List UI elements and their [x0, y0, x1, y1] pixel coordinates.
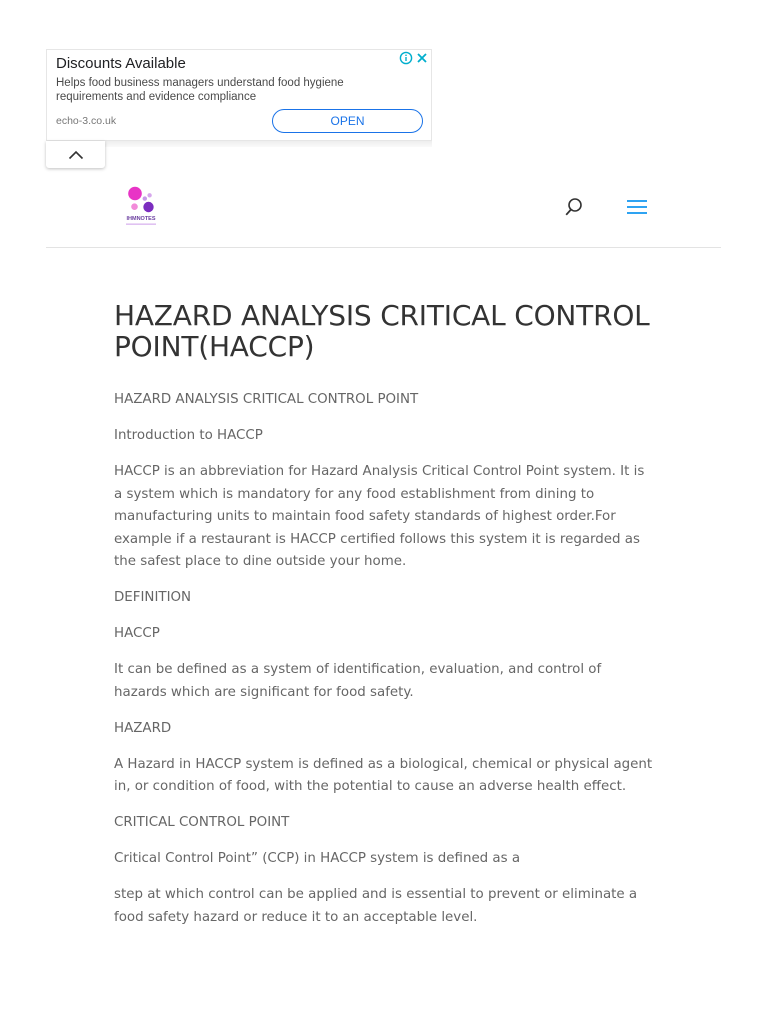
article-paragraph: CRITICAL CONTROL POINT: [114, 815, 290, 830]
ad-domain: echo-3.co.uk: [56, 115, 117, 127]
ad-title[interactable]: Discounts Available: [56, 55, 186, 72]
article-paragraph: HACCP is an abbreviation for Hazard Analysis Critical Control Point system. It is a system which is mandatory for any food establishment from dining to manufacturing units to maintain food safety standards of highest order.For example if a restaurant is HACCP certified follows this system it is regarded as the safest place to dine outside your home.: [114, 464, 645, 569]
article-paragraph: Critical Control Point” (CCP) in HACCP system is defined as a: [114, 851, 521, 866]
ad-collapse-button[interactable]: [46, 141, 105, 168]
article-paragraph: HAZARD ANALYSIS CRITICAL CONTROL POINT: [114, 392, 419, 407]
ad-banner[interactable]: [46, 49, 432, 141]
article-paragraph: HACCP: [114, 626, 160, 641]
search-icon[interactable]: [563, 196, 585, 218]
close-icon[interactable]: [415, 51, 429, 65]
ad-description: Helps food business managers understand food hygiene requirements and evidence compliance: [56, 77, 344, 103]
article-paragraph: It can be defined as a system of identification, evaluation, and control of hazards which are significant for food safety.: [114, 662, 602, 700]
chevron-up-icon: [68, 150, 84, 160]
article-paragraph: step at which control can be applied and is essential to prevent or eliminate a food safety hazard or reduce it to an acceptable level.: [114, 887, 638, 925]
logo-wordmark: IHMNOTES: [126, 215, 156, 222]
article-paragraph: HAZARD: [114, 720, 172, 736]
site-logo[interactable]: [120, 185, 164, 229]
article-paragraph: DEFINITION: [114, 590, 192, 605]
article-paragraph: Introduction to HACCP: [114, 428, 263, 443]
ad-open-button[interactable]: OPEN: [272, 109, 423, 133]
ad-controls: [399, 51, 429, 65]
hamburger-menu-icon[interactable]: [624, 196, 650, 218]
site-header: [46, 170, 721, 248]
article-title: HAZARD ANALYSIS CRITICAL CONTROL POINT(HACCP): [114, 299, 650, 363]
info-icon[interactable]: [399, 51, 413, 65]
article: [114, 300, 654, 929]
article-paragraph: A Hazard in HACCP system is defined as a biological, chemical or physical agent in, or condition of food, with the potential to cause an adverse health effect.: [114, 756, 653, 794]
